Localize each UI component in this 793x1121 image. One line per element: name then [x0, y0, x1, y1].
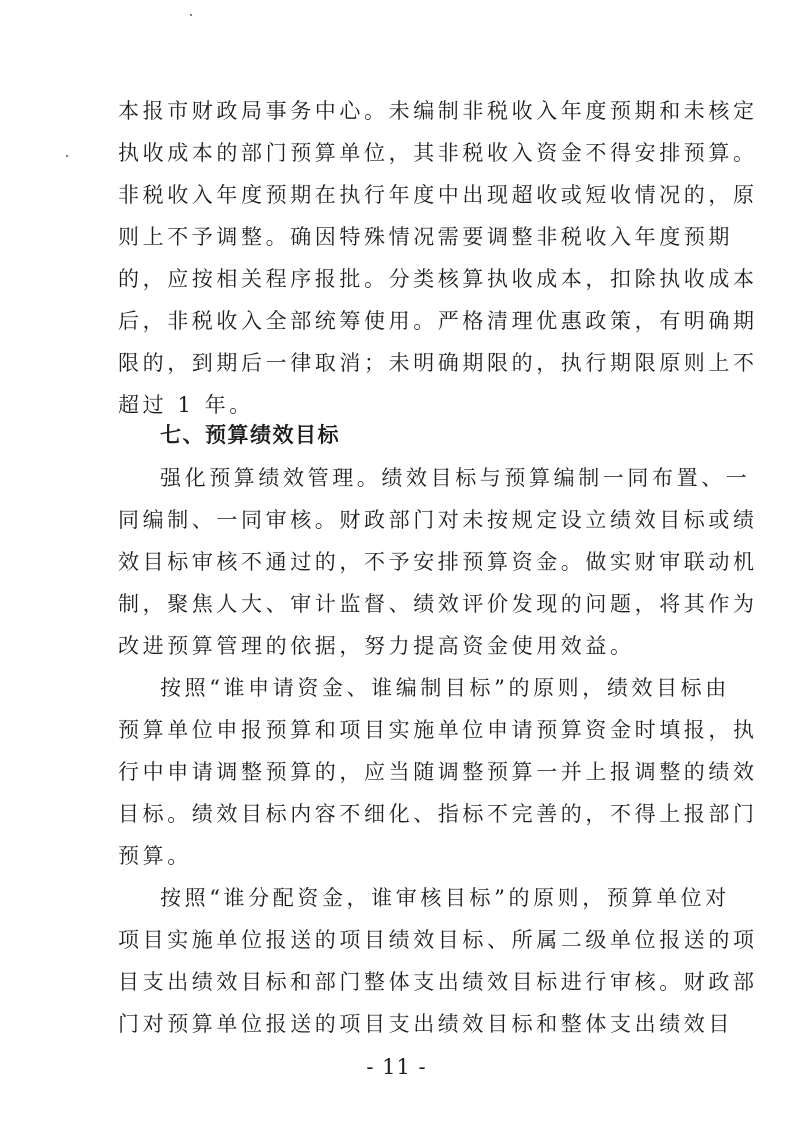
body-text-line: 的，应按相关程序报批。分类核算执收成本，扣除执收成本	[118, 267, 758, 291]
page-number: - 11 -	[366, 1055, 427, 1079]
body-text-line: 后，非税收入全部统筹使用。严格清理优惠政策，有明确期	[118, 309, 758, 333]
body-text-line: 门对预算单位报送的项目支出绩效目标和整体支出绩效目	[118, 1012, 733, 1036]
body-text-line: 非税收入年度预期在执行年度中出现超收或短收情况的，原	[118, 183, 758, 207]
body-text-line: 按照“谁分配资金，谁审核目标”的原则，预算单位对	[160, 886, 730, 910]
body-text-line: 项目实施单位报送的项目绩效目标、所属二级单位报送的项	[118, 928, 758, 952]
body-text-line: 则上不予调整。确因特殊情况需要调整非税收入年度预期	[118, 225, 733, 249]
body-text-line: 效目标审核不通过的，不予安排预算资金。做实财审联动机	[118, 550, 758, 574]
body-text-line: 改进预算管理的依据，努力提高资金使用效益。	[118, 634, 635, 658]
section-heading: 七、预算绩效目标	[160, 422, 340, 447]
body-text-line: 本报市财政局事务中心。未编制非税收入年度预期和未核定	[118, 99, 758, 123]
body-text-line: 行中申请调整预算的，应当随调整预算一并上报调整的绩效	[118, 760, 758, 784]
body-text-line: 预算单位申报预算和项目实施单位申请预算资金时填报，执	[118, 718, 758, 742]
scan-speck	[190, 14, 192, 16]
body-text-line: 限的，到期后一律取消；未明确期限的，执行期限原则上不	[118, 351, 758, 375]
body-text-line: 同编制、一同审核。财政部门对未按规定设立绩效目标或绩	[118, 508, 758, 532]
body-text-line: 目标。绩效目标内容不细化、指标不完善的，不得上报部门	[118, 802, 758, 826]
body-text-line: 执收成本的部门预算单位，其非税收入资金不得安排预算。	[118, 141, 758, 165]
body-text-line: 预算。	[118, 844, 192, 868]
body-text-line: 目支出绩效目标和部门整体支出绩效目标进行审核。财政部	[118, 970, 758, 994]
body-text-line: 强化预算绩效管理。绩效目标与预算编制一同布置、一	[160, 466, 751, 490]
body-text-line: 制，聚焦人大、审计监督、绩效评价发现的问题，将其作为	[118, 592, 758, 616]
body-text-line: 按照“谁申请资金、谁编制目标”的原则，绩效目标由	[160, 676, 730, 700]
body-text-line: 超过 1 年。	[118, 393, 254, 417]
scan-speck	[66, 155, 68, 157]
